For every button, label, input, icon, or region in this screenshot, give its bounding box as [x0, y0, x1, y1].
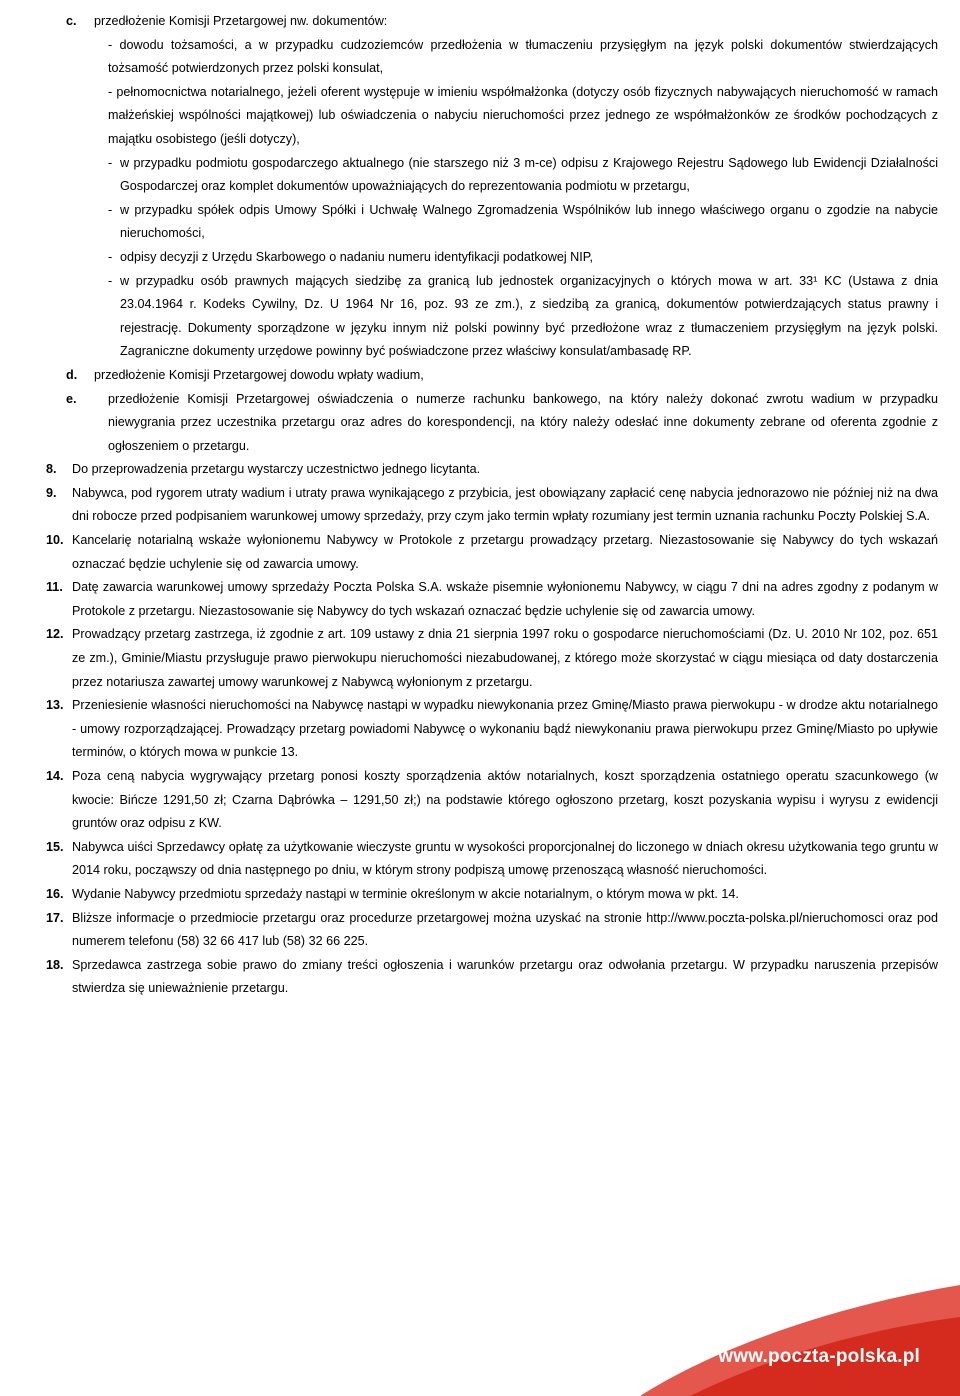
point-text: Do przeprowadzenia przetargu wystarczy uczestnictwo jednego licytanta.: [72, 462, 481, 477]
point-marker: 13.: [46, 698, 64, 713]
item-text: przedłożenie Komisji Przetargowej dowodu wpłaty wadium,: [94, 367, 424, 382]
document-body: [0, 10, 960, 1001]
point-marker: 10.: [46, 533, 64, 548]
footer-website-url: www.poczta-polska.pl: [718, 1346, 920, 1367]
point-marker: 12.: [46, 627, 64, 642]
list-item-c: [0, 10, 960, 34]
footer-brand-band: [600, 1285, 960, 1396]
dash-marker: -: [108, 202, 113, 217]
list-item-d: [0, 364, 960, 388]
point-text: Datę zawarcia warunkowej umowy sprzedaży Poczta Polska S.A. wskaże pisemnie wyłonionemu Nabywcy, w ciągu 7 dni na adres zgodny z podanym w Protokole z przetargu. Niezastosowanie się Nabywcy do tych wskazań oznaczać będzie uchylenie się od zawarcia umowy.: [72, 580, 938, 618]
item-text: przedłożenie Komisji Przetargowej oświadczenia o numerze rachunku bankowego, na który należy dokonać zwrotu wadium w przypadku niewygrania przez uczestnika przetargu oraz adres do korespondencji, na który należy odesłać inne dokumenty zebrane od oferenta zgodnie z ogłoszeniem o przetargu.: [108, 391, 938, 453]
item-marker: c.: [66, 14, 77, 28]
numbered-point-9: [0, 482, 960, 529]
list-item-c-dash: [0, 246, 960, 270]
item-marker: e.: [66, 391, 77, 406]
numbered-point-16: [0, 883, 960, 907]
point-marker: 15.: [46, 839, 64, 854]
point-text: Prowadzący przetarg zastrzega, iż zgodnie z art. 109 ustawy z dnia 21 sierpnia 1997 roku o gospodarce nieruchomościami (Dz. U. 2010 Nr 102, poz. 651 ze zm.), Gminie/Miastu przysługuje prawo pierwokupu nieruchomości niezabudowanej, z którego może skorzystać w ciągu miesiąca od daty dostarczenia przez notariusza zawartej umowy warunkowej z Nabywcą wyłonionym z przetargu.: [72, 627, 938, 689]
point-text: Bliższe informacje o przedmiocie przetargu oraz procedurze przetargowej można uzyskać na stronie http://www.poczta-polska.pl/nieruchomosci oraz pod numerem telefonu (58) 32 66 417 lub (58) 32 66 225.: [72, 910, 938, 949]
point-marker: 18.: [46, 957, 64, 972]
point-marker: 9.: [46, 485, 57, 500]
numbered-point-13: [0, 694, 960, 765]
point-marker: 8.: [46, 462, 57, 477]
list-item-c-dash: [0, 152, 960, 199]
footer-swoosh-graphic: [600, 1285, 960, 1396]
point-marker: 16.: [46, 886, 64, 901]
item-marker: d.: [66, 367, 78, 382]
point-text: Sprzedawca zastrzega sobie prawo do zmiany treści ogłoszenia i warunków przetargu oraz odwołania przetargu. W przypadku naruszenia przepisów stwierdza się unieważnienie przetargu.: [72, 957, 938, 996]
item-text: przedłożenie Komisji Przetargowej nw. dokumentów:: [94, 14, 388, 28]
list-item-c-dash: [0, 34, 960, 81]
item-text: w przypadku osób prawnych mających siedzibę za granicą lub jednostek organizacyjnych o których mowa w art. 33¹ KC (Ustawa z dnia 23.04.1964 r. Kodeks Cywilny, Dz. U 1964 Nr 16, poz. 93 ze zm.), z siedzibą za granicą, dokumentów potwierdzających status prawny i rejestrację. Dokumenty sporządzone w języku innym niż polski powinny być przedłożone wraz z tłumaczeniem przysięgłym na język polski. Zagraniczne dokumenty urzędowe powinny być poświadczone przez właściwy konsulat/ambasadę RP.: [120, 273, 938, 359]
point-text: Kancelarię notarialną wskaże wyłonionemu Nabywcy w Protokole z przetargu prowadzący przetarg. Niezastosowanie się Nabywcy do tych wskazań oznaczać będzie uchylenie się od zawarcia umowy.: [72, 533, 938, 571]
point-text: Przeniesienie własności nieruchomości na Nabywcę nastąpi w wypadku niewykonania przez Gminę/Miasto prawa pierwokupu - w drodze aktu notarialnego - umowy rozporządzającej. Prowadzący przetarg powiadomi Nabywcę o wykonaniu bądź niewykonaniu prawa pierwokupu przez Gminę/Miasto po upływie terminów, o których mowa w punkcie 13.: [72, 698, 938, 760]
numbered-point-10: [0, 529, 960, 576]
point-marker: 11.: [46, 580, 63, 595]
item-text: - dowodu tożsamości, a w przypadku cudzoziemców przedłożenia w tłumaczeniu przysięgłym na język polski dokumentów stwierdzających tożsamość potwierdzonych przez polski konsulat,: [108, 37, 938, 76]
list-item-c-dash: [0, 199, 960, 246]
numbered-point-15: [0, 836, 960, 883]
item-text: - pełnomocnictwa notarialnego, jeżeli oferent występuje w imieniu współmałżonka (dotyczy osób fizycznych nabywających nieruchomość w ramach małżeńskiej wspólności majątkowej) lub oświadczenia o nabyciu nieruchomości przez jednego ze współmałżonków ze środków pochodzących z majątku osobistego (jeśli dotyczy),: [108, 84, 938, 146]
numbered-point-11: [0, 576, 960, 623]
numbered-point-14: [0, 765, 960, 836]
point-text: Poza ceną nabycia wygrywający przetarg ponosi koszty sporządzenia aktów notarialnych, koszt sporządzenia ostatniego operatu szacunkowego (w kwocie: Bińcze 1291,50 zł; Czarna Dąbrówka – 1291,50 zł;) na podstawie którego ogłoszono przetarg, koszt pozyskania wypisu i wyrysu z ewidencji gruntów oraz odpisu z KW.: [72, 769, 938, 831]
numbered-point-12: [0, 623, 960, 694]
list-item-c-dash: [0, 270, 960, 364]
list-item-e: [0, 388, 960, 459]
numbered-point-8: [0, 458, 960, 482]
dash-marker: -: [108, 155, 113, 170]
item-text: odpisy decyzji z Urzędu Skarbowego o nadaniu numeru identyfikacji podatkowej NIP,: [120, 249, 593, 264]
numbered-point-18: [0, 954, 960, 1001]
item-text: w przypadku podmiotu gospodarczego aktualnego (nie starszego niż 3 m-ce) odpisu z Krajowego Rejestru Sądowego lub Ewidencji Działalności Gospodarczej oraz komplet dokumentów upoważniających do reprezentowania podmiotu w przetargu,: [120, 155, 938, 194]
point-text: Wydanie Nabywcy przedmiotu sprzedaży nastąpi w terminie określonym w akcie notarialnym, o którym mowa w pkt. 14.: [72, 886, 739, 901]
dash-marker: -: [108, 273, 113, 288]
point-text: Nabywca, pod rygorem utraty wadium i utraty prawa wynikającego z przybicia, jest obowiązany zapłacić cenę nabycia jednorazowo nie później niż na dwa dni robocze przed podpisaniem warunkowej umowy sprzedaży, przy czym jako termin wpłaty rozumiany jest termin uznania rachunku Poczty Polskiej S.A.: [72, 485, 938, 524]
list-item-c-dash: [0, 81, 960, 152]
point-marker: 17.: [46, 910, 64, 925]
numbered-point-17: [0, 907, 960, 954]
point-marker: 14.: [46, 769, 64, 783]
item-text: w przypadku spółek odpis Umowy Spółki i Uchwałę Walnego Zgromadzenia Wspólników lub innego właściwego organu o zgodzie na nabycie nieruchomości,: [120, 202, 938, 241]
point-text: Nabywca uiści Sprzedawcy opłatę za użytkowanie wieczyste gruntu w wysokości proporcjonalnej do liczonego w dniach okresu użytkowania tego gruntu w 2014 roku, począwszy od dnia następnego po dniu, w którym strony podpiszą umowę przenoszącą własność nieruchomości.: [72, 839, 938, 878]
dash-marker: -: [108, 249, 113, 264]
